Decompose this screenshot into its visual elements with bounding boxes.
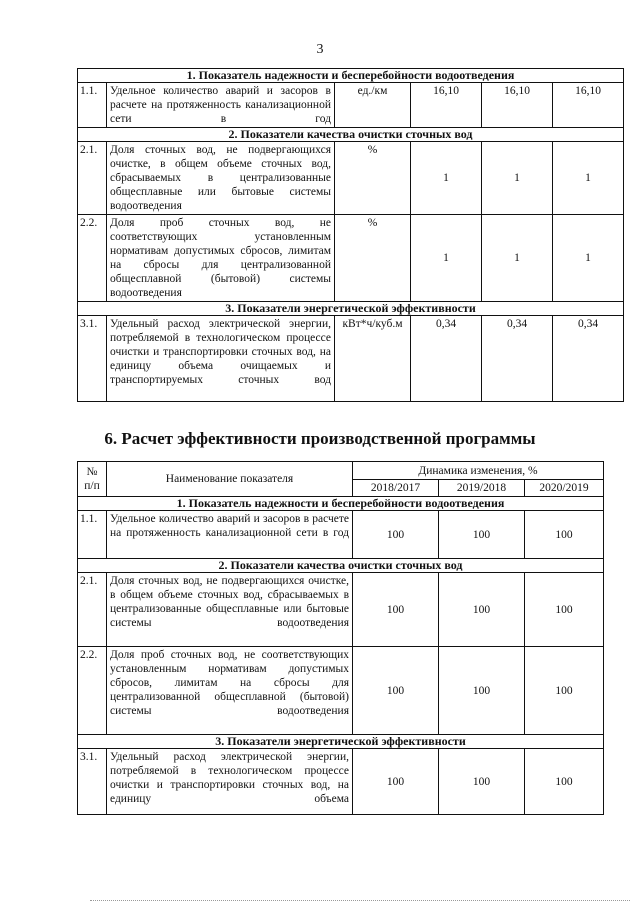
row-value: 1 — [482, 215, 553, 302]
row-number: 1.1. — [78, 83, 107, 128]
row-value: 100 — [525, 749, 604, 815]
row-number: 2.1. — [78, 142, 107, 215]
section-header-row — [78, 302, 624, 316]
section-title: 2. Показатели качества очистки сточных вод — [78, 128, 624, 142]
section-title: 3. Показатели энергетической эффективности — [78, 735, 604, 749]
row-description: Доля сточных вод, не подвергающихся очистке, в общем объеме сточных вод, сбрасываемых в централизованные общесплавные или бытовые системы водоотведения — [107, 573, 353, 647]
row-description: Доля сточных вод, не подвергающихся очистке, в общем объеме сточных вод, сбрасываемых в централизованные общесплавные или бытовые системы водоотведения — [107, 142, 335, 215]
row-description: Удельное количество аварий и засоров в расчете на протяженность канализационной сети в год — [107, 511, 353, 559]
indicators-table — [77, 68, 624, 402]
page-bottom-divider — [90, 900, 630, 901]
row-value: 100 — [439, 511, 525, 559]
table-row — [78, 573, 604, 647]
row-unit: % — [335, 142, 411, 215]
section-header-row — [78, 497, 604, 511]
table-row — [78, 142, 624, 215]
table-row — [78, 511, 604, 559]
row-value: 100 — [353, 749, 439, 815]
row-number: 2.1. — [78, 573, 107, 647]
section-header-row — [78, 559, 604, 573]
row-description: Удельный расход электрической энергии, потребляемой в технологическом процессе очистки и транспортировки сточных вод, на единицу объема очищаемых и транспортируемых сточных вод — [107, 316, 335, 402]
row-value: 100 — [439, 749, 525, 815]
row-value: 100 — [439, 573, 525, 647]
section-title: 1. Показатель надежности и бесперебойности водоотведения — [78, 69, 624, 83]
row-value: 100 — [353, 511, 439, 559]
row-value: 100 — [353, 647, 439, 735]
table-row — [78, 647, 604, 735]
section-header-row — [78, 735, 604, 749]
row-description: Доля проб сточных вод, не соответствующих установленным нормативам допустимых сбросов, лимитам на сбросы для централизованной общесплавной (бытовой) системы водоотведения — [107, 215, 335, 302]
row-value: 16,10 — [553, 83, 624, 128]
page-number: 3 — [316, 42, 324, 57]
row-value: 1 — [411, 142, 482, 215]
row-value: 0,34 — [411, 316, 482, 402]
row-value: 100 — [353, 573, 439, 647]
row-value: 100 — [525, 511, 604, 559]
row-unit: % — [335, 215, 411, 302]
section-header-row — [78, 69, 624, 83]
row-number: 3.1. — [78, 749, 107, 815]
row-description: Удельное количество аварий и засоров в расчете на протяженность канализационной сети в год — [107, 83, 335, 128]
table-row — [78, 749, 604, 815]
row-description: Доля проб сточных вод, не соответствующих установленным нормативам допустимых сбросов, лимитам на сбросы для централизованной общесплавной (бытовой) системы водоотведения — [107, 647, 353, 735]
table-row — [78, 316, 624, 402]
section-title: 3. Показатели энергетической эффективности — [78, 302, 624, 316]
row-unit: ед./км — [335, 83, 411, 128]
row-value: 100 — [525, 647, 604, 735]
column-header-year: 2018/2017 — [353, 480, 439, 497]
row-value: 100 — [525, 573, 604, 647]
section-title: 1. Показатель надежности и бесперебойности водоотведения — [78, 497, 604, 511]
row-value: 1 — [553, 142, 624, 215]
row-value: 16,10 — [482, 83, 553, 128]
row-value: 100 — [439, 647, 525, 735]
row-value: 0,34 — [482, 316, 553, 402]
row-value: 1 — [482, 142, 553, 215]
column-header-year: 2019/2018 — [439, 480, 525, 497]
row-number: 2.2. — [78, 647, 107, 735]
table-header-row — [78, 462, 604, 480]
column-header-dynamics: Динамика изменения, % — [353, 462, 604, 480]
row-value: 0,34 — [553, 316, 624, 402]
row-number: 3.1. — [78, 316, 107, 402]
row-number: 2.2. — [78, 215, 107, 302]
column-header-year: 2020/2019 — [525, 480, 604, 497]
section-heading: 6. Расчет эффективности производственной программы — [104, 429, 536, 448]
section-header-row — [78, 128, 624, 142]
row-value: 1 — [411, 215, 482, 302]
column-header-name: Наименование показателя — [107, 462, 353, 497]
table-row — [78, 215, 624, 302]
row-value: 1 — [553, 215, 624, 302]
column-header-number: № п/п — [78, 462, 107, 497]
efficiency-table — [77, 461, 604, 815]
row-description: Удельный расход электрической энергии, потребляемой в технологическом процессе очистки и транспортировки сточных вод, на единицу объема — [107, 749, 353, 815]
row-number: 1.1. — [78, 511, 107, 559]
table-row — [78, 83, 624, 128]
section-title: 2. Показатели качества очистки сточных вод — [78, 559, 604, 573]
row-value: 16,10 — [411, 83, 482, 128]
row-unit: кВт*ч/куб.м — [335, 316, 411, 402]
